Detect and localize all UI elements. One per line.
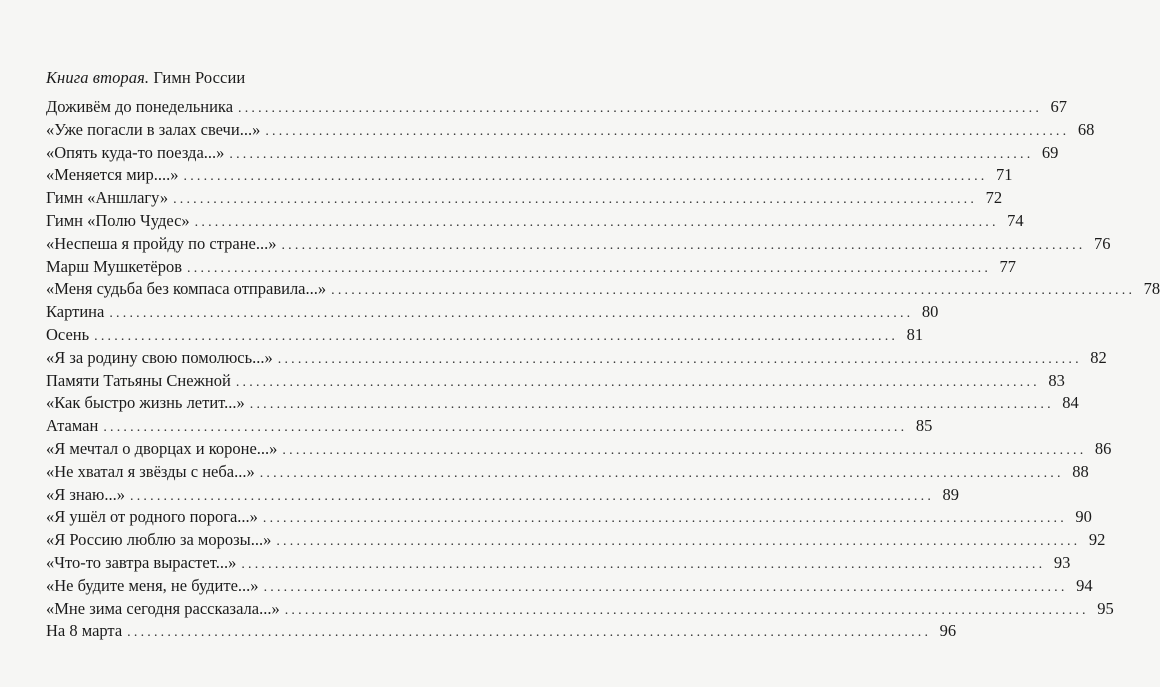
toc-entry-page: 83 xyxy=(1048,370,1065,390)
dot-leader: ........................................................................................................................ xyxy=(276,534,1081,550)
toc-entry-title: «Меняется мир....» xyxy=(46,165,179,185)
toc-entry-title: «Не хватал я звёзды с неба...» xyxy=(46,461,255,481)
toc-entry-title: «Уже погасли в залах свечи...» xyxy=(46,119,261,139)
toc-entry-title: Памяти Татьяны Снежной xyxy=(46,370,231,390)
toc-entry xyxy=(46,210,1024,233)
dot-leader: ........................................................................................................................ xyxy=(265,123,1070,139)
toc-entry-page: 85 xyxy=(915,416,933,436)
toc-entry-title: На 8 марта xyxy=(46,621,123,641)
toc-entry-title: «Я мечтал о дворцах и короне...» xyxy=(46,438,278,458)
book-label: Книга вторая. xyxy=(46,68,150,87)
dot-leader: ........................................................................................................................ xyxy=(194,214,999,230)
toc-entry xyxy=(46,96,1068,119)
dot-leader: ........................................................................................................................ xyxy=(262,511,1067,527)
toc-entry-title: Атаман xyxy=(46,416,99,436)
toc-entry-page: 90 xyxy=(1075,507,1092,527)
toc-entry-page: 69 xyxy=(1041,142,1059,162)
toc-entry xyxy=(46,620,957,643)
toc-entry-page: 72 xyxy=(985,188,1003,208)
dot-leader: ........................................................................................................................ xyxy=(235,374,1040,390)
dot-leader: ........................................................................................................................ xyxy=(277,351,1082,367)
dot-leader: ........................................................................................................................ xyxy=(103,420,908,436)
toc-entry-title: «Меня судьба без компаса отправила...» xyxy=(46,279,327,299)
toc-entry xyxy=(46,324,924,347)
dot-leader: ........................................................................................................................ xyxy=(229,146,1034,162)
toc-entry-title: «Опять куда-то поезда...» xyxy=(46,142,225,162)
toc-entry xyxy=(46,301,939,324)
dot-leader: ........................................................................................................................ xyxy=(109,306,914,322)
toc-entry xyxy=(46,187,1003,210)
dot-leader: ........................................................................................................................ xyxy=(173,192,978,208)
toc-entry xyxy=(46,142,1059,165)
toc-entry-page: 88 xyxy=(1072,461,1089,481)
toc-entry xyxy=(46,370,1065,393)
toc-entry-page: 81 xyxy=(906,324,924,344)
toc-entry-title: Марш Мушкетёров xyxy=(46,256,183,276)
toc-entry-page: 76 xyxy=(1093,233,1111,253)
toc-entry-page: 67 xyxy=(1050,97,1068,116)
dot-leader: ........................................................................................................................ xyxy=(127,625,932,641)
dot-leader: ........................................................................................................................ xyxy=(259,465,1064,481)
dot-leader: ........................................................................................................................ xyxy=(282,442,1087,458)
toc-entry-title: «Не будите меня, не будите...» xyxy=(46,575,259,595)
dot-leader: ........................................................................................................................ xyxy=(183,169,988,185)
toc-entry xyxy=(46,598,1114,621)
toc-entry-title: Гимн «Полю Чудес» xyxy=(46,210,190,230)
toc-entry-title: Картина xyxy=(46,302,105,322)
toc-entry-title: «Что-то завтра вырастет...» xyxy=(46,552,237,572)
section-title: Гимн России xyxy=(153,68,246,87)
toc-entry-page: 96 xyxy=(939,621,957,641)
toc-entry-page: 82 xyxy=(1090,347,1107,367)
dot-leader: ........................................................................................................................ xyxy=(249,397,1054,413)
toc-entry xyxy=(46,461,1089,484)
toc-entry-title: Доживём до понедельника xyxy=(46,97,234,116)
dot-leader: ........................................................................................................................ xyxy=(241,556,1046,572)
toc-entry-title: Осень xyxy=(46,324,90,344)
toc-entry-page: 80 xyxy=(921,302,939,322)
toc-entry xyxy=(46,529,1106,552)
toc-entry-page: 74 xyxy=(1007,210,1024,230)
toc-entry-title: «Мне зима сегодня рассказала...» xyxy=(46,598,280,618)
dot-leader: ........................................................................................................................ xyxy=(94,328,899,344)
toc-entry-title: Гимн «Аншлагу» xyxy=(46,188,169,208)
toc-entry-title: «Я Россию люблю за морозы...» xyxy=(46,530,272,550)
dot-leader: ........................................................................................................................ xyxy=(331,283,1136,299)
dot-leader: ........................................................................................................................ xyxy=(263,579,1068,595)
toc-entry xyxy=(46,256,1017,279)
dot-leader: ........................................................................................................................ xyxy=(187,260,992,276)
table-of-contents xyxy=(46,96,1160,643)
toc-entry-page: 78 xyxy=(1143,279,1160,299)
toc-entry-page: 86 xyxy=(1094,438,1112,458)
toc-entry-title: «Я за родину свою помолюсь...» xyxy=(46,347,273,367)
dot-leader: ........................................................................................................................ xyxy=(281,237,1086,253)
toc-entry xyxy=(46,164,1013,187)
toc-entry xyxy=(46,438,1112,461)
toc-entry xyxy=(46,392,1079,415)
toc-entry-title: «Я ушёл от родного порога...» xyxy=(46,507,258,527)
toc-entry-page: 71 xyxy=(996,165,1013,185)
toc-entry-title: «Я знаю...» xyxy=(46,484,126,504)
toc-entry-page: 94 xyxy=(1076,575,1093,595)
toc-entry-page: 95 xyxy=(1097,598,1114,618)
dot-leader: ........................................................................................................................ xyxy=(130,488,935,504)
toc-entry-page: 89 xyxy=(942,484,960,504)
toc-entry-page: 68 xyxy=(1077,119,1095,139)
toc-entry xyxy=(46,415,933,438)
toc-entry xyxy=(46,506,1092,529)
dot-leader: ........................................................................................................................ xyxy=(284,602,1089,618)
dot-leader: ........................................................................................................................ xyxy=(238,101,1043,116)
toc-entry xyxy=(46,575,1093,598)
toc-entry xyxy=(46,484,960,507)
section-heading xyxy=(46,68,245,88)
toc-entry xyxy=(46,233,1111,256)
toc-entry xyxy=(46,347,1107,370)
toc-entry xyxy=(46,278,1160,301)
toc-entry-title: «Как быстро жизнь летит...» xyxy=(46,393,245,413)
toc-entry-page: 77 xyxy=(999,256,1017,276)
toc-entry xyxy=(46,119,1095,142)
toc-entry-page: 84 xyxy=(1062,393,1079,413)
toc-entry-page: 92 xyxy=(1088,530,1106,550)
toc-entry-page: 93 xyxy=(1053,552,1071,572)
toc-entry-title: «Неспеша я пройду по стране...» xyxy=(46,233,277,253)
toc-entry xyxy=(46,552,1071,575)
